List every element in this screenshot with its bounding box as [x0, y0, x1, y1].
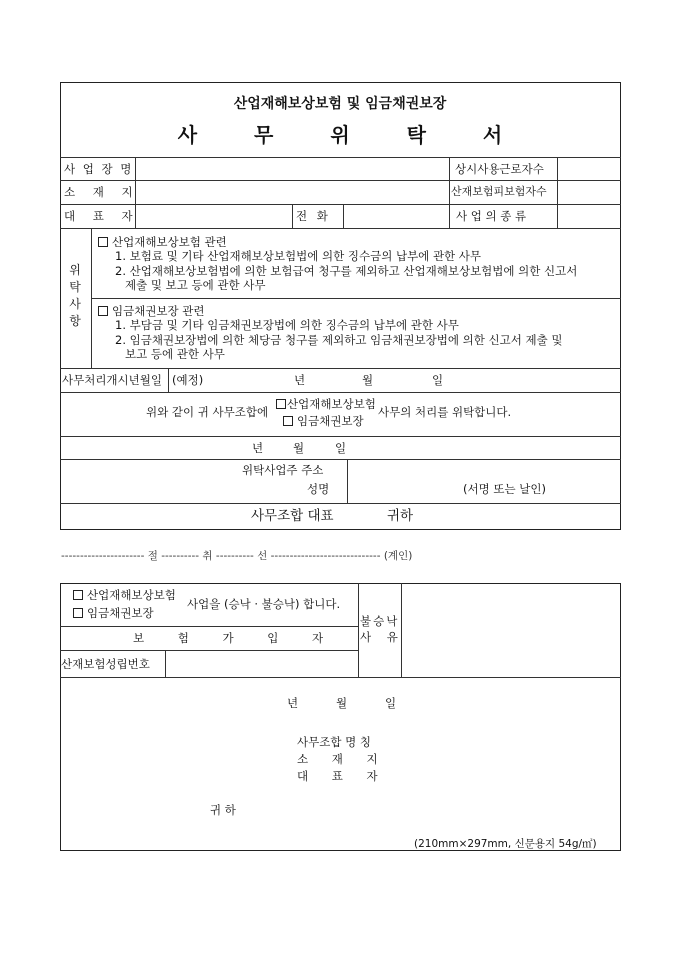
form-main-title: 사 무 위 탁 서: [177, 123, 503, 147]
paper-spec: (210mm×297mm, 신문용지 54g/㎡): [414, 838, 597, 850]
reply-month: 월: [336, 696, 348, 710]
phone-label: 전 화: [296, 209, 328, 223]
location-label: 소 재 지: [64, 185, 133, 199]
checkbox[interactable]: [73, 590, 83, 600]
statement-suffix: 사무의 처리를 위탁합니다.: [378, 405, 512, 419]
reg-no-field[interactable]: [166, 651, 358, 677]
checkbox[interactable]: [98, 306, 108, 316]
business-type-field[interactable]: [558, 205, 620, 228]
reject-reason-label2: 사 유: [360, 630, 398, 644]
insured-count-field[interactable]: [558, 181, 620, 204]
checkbox[interactable]: [73, 608, 83, 618]
sec1-item2: 2. 산업재해보상보험법에 의한 보험급여 청구를 제외하고 산업재해보상보험법에 의한 신고서: [115, 264, 578, 278]
union-location-label: 소 재 지: [297, 752, 378, 766]
reject-reason-field[interactable]: [402, 584, 620, 677]
addressee-honorific: 귀하: [387, 508, 414, 524]
reply-day: 일: [385, 696, 397, 710]
checkbox[interactable]: [276, 399, 286, 409]
addressee-label: 사무조합 대표: [251, 508, 334, 524]
union-name-label: 사무조합 명 칭: [297, 735, 371, 749]
delegator-name-label: 성명: [307, 482, 330, 496]
approval-text: 사업을 (승낙 · 불승낙) 합니다.: [187, 597, 341, 611]
business-type-label: 사 업 의 종 류: [456, 209, 527, 223]
regular-workers-field[interactable]: [558, 158, 620, 180]
regular-workers-label: 상시사용근로자수: [455, 162, 544, 176]
sec2-item2: 2. 임금채권보장법에 의한 체당금 청구를 제외하고 임금채권보장법에 의한 신고서 제출 및: [115, 333, 563, 347]
delegation-sec2-title[interactable]: 임금채권보장 관련: [98, 304, 205, 318]
union-rep-label: 대 표 자: [297, 769, 378, 783]
phone-field[interactable]: [344, 205, 449, 228]
representative-label: 대 표 자: [64, 209, 133, 223]
sec2-item2-cont: 보고 등에 관한 사무: [125, 347, 225, 361]
sec2-item1: 1. 부담금 및 기타 임금채권보장법에 의한 징수금의 납부에 관한 사무: [115, 318, 459, 332]
sec1-item2-cont: 제출 및 보고 등에 관한 사무: [125, 278, 266, 292]
checkbox[interactable]: [283, 416, 293, 426]
insured-label: 보 험 가 입 자: [133, 631, 324, 645]
date-day: 일: [335, 441, 347, 455]
statement-opt1[interactable]: 산업재해보상보험: [276, 397, 376, 411]
location-field[interactable]: [136, 181, 449, 204]
start-date-note: (예정): [172, 373, 204, 387]
signature-note: (서명 또는 날인): [463, 482, 546, 496]
start-day: 일: [432, 373, 444, 387]
form-title: 산업재해보상보험 및 임금채권보장: [233, 96, 447, 112]
business-name-label: 사 업 장 명: [64, 162, 134, 176]
reject-reason-label: 불승낙: [360, 614, 400, 628]
statement-prefix: 위와 같이 귀 사무조합에: [146, 405, 269, 419]
business-name-field[interactable]: [136, 158, 449, 180]
date-year: 년: [252, 441, 264, 455]
delegator-address-label: 위탁사업주 주소: [242, 463, 324, 477]
date-month: 월: [293, 441, 305, 455]
reply-opt1[interactable]: 산업재해보상보험: [73, 588, 176, 602]
delegation-sec1-title[interactable]: 산업재해보상보험 관련: [98, 235, 227, 249]
sec1-item1: 1. 보험료 및 기타 산업재해보상보험법에 의한 징수금의 납부에 관한 사무: [115, 249, 482, 263]
start-date-label: 사무처리개시년월일: [62, 373, 162, 387]
insured-count-label: 산재보험피보험자수: [451, 185, 547, 198]
statement-opt2[interactable]: 임금채권보장: [283, 414, 364, 428]
delegation-label: 위 탁 사 항: [69, 263, 81, 328]
representative-field[interactable]: [136, 205, 292, 228]
reg-no-label: 산재보험성립번호: [61, 657, 150, 671]
checkbox[interactable]: [98, 237, 108, 247]
cut-line: ---------------------- 절 ---------- 취 ---------- 선 ----------------------------- (계인): [61, 550, 413, 562]
reply-honorific: 귀 하: [210, 803, 236, 817]
start-month: 월: [362, 373, 374, 387]
reply-year: 년: [287, 696, 299, 710]
reply-opt2[interactable]: 임금채권보장: [73, 606, 154, 620]
start-year: 년: [294, 373, 306, 387]
